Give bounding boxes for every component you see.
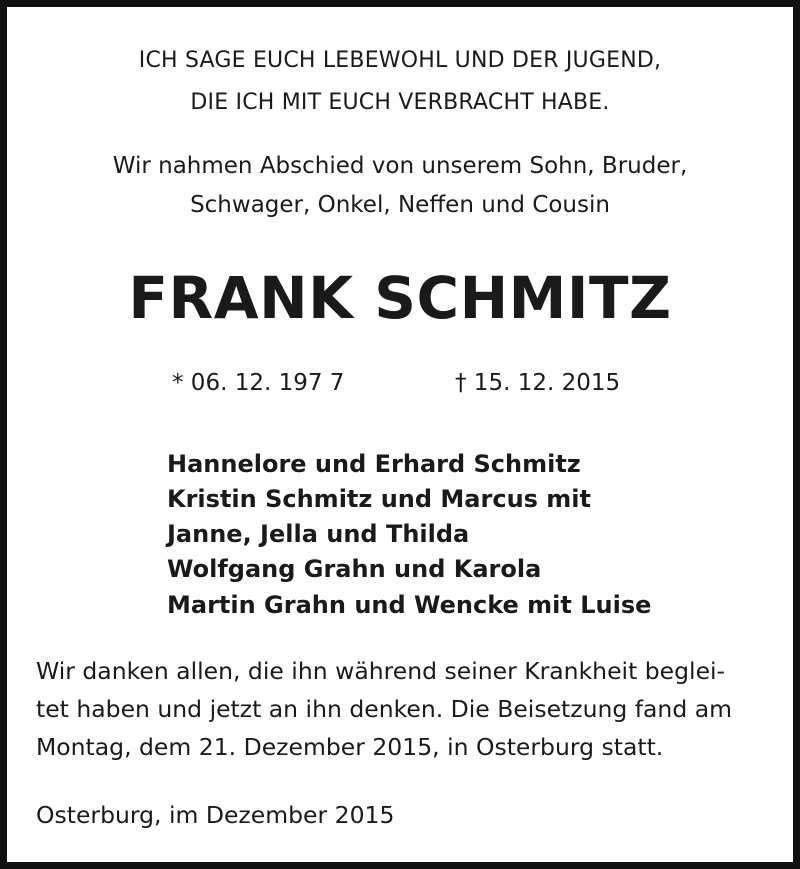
- death-date: † 15. 12. 2015: [455, 370, 621, 396]
- family-line-4: Wolfgang Grahn und Karola: [167, 555, 542, 583]
- intro-line-1: Wir nahmen Abschied von unserem Sohn, Bruder,: [112, 153, 688, 179]
- family-line-3: Janne, Jella und Thilda: [167, 520, 470, 548]
- family-line-5: Martin Grahn und Wencke mit Luise: [167, 591, 652, 619]
- place-and-date: Osterburg, im Dezember 2015: [36, 801, 395, 829]
- thanks-line-1: Wir danken allen, die ihn während seiner Krankheit beglei-: [36, 657, 726, 685]
- birth-date: * 06. 12. 197 7: [172, 370, 345, 396]
- intro-line-2: Schwager, Onkel, Neffen und Cousin: [190, 192, 610, 218]
- family-line-1: Hannelore und Erhard Schmitz: [167, 450, 581, 478]
- thanks-line-3: Montag, dem 21. Dezember 2015, in Osterburg statt.: [36, 733, 664, 761]
- deceased-name: FRANK SCHMITZ: [128, 264, 672, 332]
- family-line-2: Kristin Schmitz und Marcus mit: [167, 485, 591, 513]
- thanks-line-2: tet haben und jetzt an ihn denken. Die Beisetzung fand am: [36, 695, 733, 723]
- motto-line-1: ICH SAGE EUCH LEBEWOHL UND DER JUGEND,: [138, 48, 662, 73]
- motto-line-2: DIE ICH MIT EUCH VERBRACHT HABE.: [190, 90, 610, 115]
